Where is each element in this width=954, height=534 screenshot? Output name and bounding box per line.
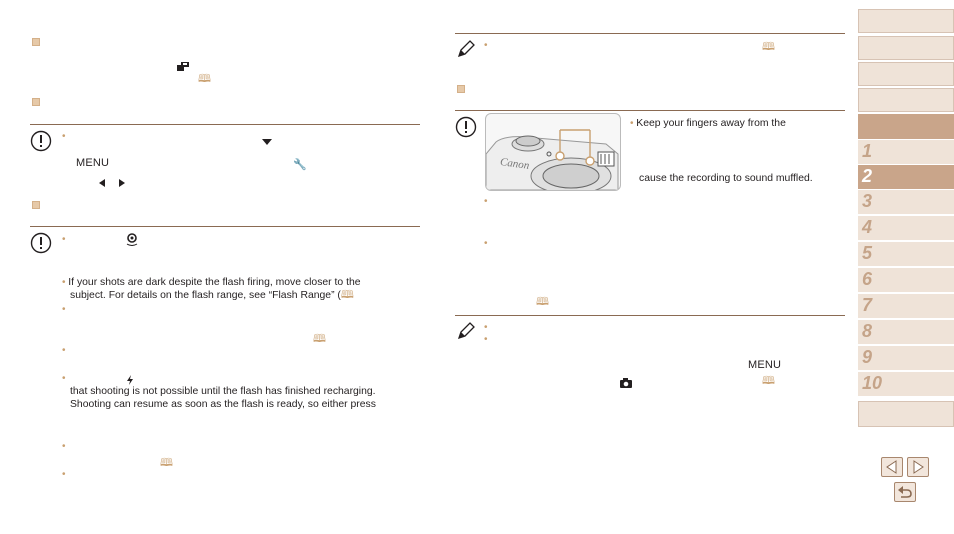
bullet: • <box>484 334 488 345</box>
camera-mode-icon <box>620 375 632 393</box>
chapter-tab-6[interactable]: 6 <box>858 268 954 293</box>
bullet: • <box>484 40 488 51</box>
page-ref-icon[interactable]: 🕮 <box>160 457 173 469</box>
pencil-note-icon <box>456 39 476 59</box>
section-marker <box>32 201 40 209</box>
section-rule <box>455 315 845 316</box>
chapter-tab-2[interactable]: 2 <box>858 165 954 190</box>
chapter-tab-9[interactable]: 9 <box>858 346 954 371</box>
next-arrow-icon <box>908 458 928 476</box>
caution-icon <box>30 232 52 254</box>
tools-icon: 🔧 <box>293 159 307 171</box>
camera-microphone-illustration <box>485 113 621 191</box>
chapter-tab-1[interactable]: 1 <box>858 140 954 165</box>
chapter-tab-7[interactable]: 7 <box>858 294 954 319</box>
menu-button-label: MENU <box>76 157 110 169</box>
chapter-tab-4[interactable]: 4 <box>858 216 954 241</box>
sidebar-tab-advanced-guide[interactable] <box>858 88 954 112</box>
page-ref-icon[interactable]: 🕮 <box>198 73 211 85</box>
bullet: • <box>62 345 66 356</box>
flash-dark-text: • If your shots are dark despite the flash firing, move closer to the <box>62 277 361 288</box>
sidebar-tab-index[interactable] <box>858 401 954 427</box>
flash-range-text: subject. For details on the flash range, see “Flash Range” (🕮 <box>70 289 354 301</box>
section-marker <box>32 38 40 46</box>
flash-recharge-text: that shooting is not possible until the flash has finished recharging. <box>70 386 376 397</box>
return-arrow-icon <box>895 483 915 501</box>
bullet: • <box>62 469 66 480</box>
bullet: • <box>62 441 66 452</box>
menu-button-label: MENU <box>748 359 782 371</box>
pencil-note-icon <box>456 321 476 341</box>
sidebar-tab-common-operations[interactable] <box>858 62 954 86</box>
down-arrow-icon <box>262 132 272 150</box>
sidebar-tab-cover[interactable] <box>858 9 954 33</box>
chapter-tab-5[interactable]: 5 <box>858 242 954 267</box>
chapter-tab-10[interactable]: 10 <box>858 372 954 397</box>
flash-resume-text: Shooting can resume as soon as the flash is ready, so either press <box>70 399 376 410</box>
sidebar-tab-camera-basics[interactable] <box>858 114 954 139</box>
section-rule <box>30 226 420 227</box>
section-rule <box>30 124 420 125</box>
bullet: • <box>62 373 66 384</box>
sidebar-tab-before-use[interactable] <box>858 36 954 60</box>
page-ref-icon[interactable]: 🕮 <box>762 375 775 387</box>
bullet: • <box>484 196 488 207</box>
section-rule <box>455 33 845 34</box>
caution-icon <box>30 130 52 152</box>
right-arrow-icon <box>119 174 125 192</box>
bullet: • <box>62 131 66 142</box>
chapter-tab-8[interactable]: 8 <box>858 320 954 345</box>
previous-arrow-icon <box>882 458 902 476</box>
muffled-sound-text: cause the recording to sound muffled. <box>639 173 813 184</box>
section-rule <box>455 110 845 111</box>
caution-icon <box>455 116 477 138</box>
bullet: • <box>62 234 66 245</box>
section-marker <box>457 85 465 93</box>
left-arrow-icon <box>99 174 105 192</box>
camera-brand-logo: Canon <box>499 156 531 172</box>
bullet: • <box>484 322 488 333</box>
fingers-warning-text: • Keep your fingers away from the <box>630 118 786 129</box>
previous-page-button[interactable] <box>881 457 903 477</box>
page-ref-icon[interactable]: 🕮 <box>762 41 775 53</box>
image-stabilizer-icon <box>126 233 138 251</box>
page-ref-icon[interactable]: 🕮 <box>313 333 326 345</box>
page-ref-icon[interactable]: 🕮 <box>536 296 549 308</box>
bullet: • <box>62 304 66 315</box>
chapter-tab-3[interactable]: 3 <box>858 190 954 215</box>
return-button[interactable] <box>894 482 916 502</box>
bullet: • <box>484 238 488 249</box>
scene-icon <box>177 58 189 67</box>
next-page-button[interactable] <box>907 457 929 477</box>
section-marker <box>32 98 40 106</box>
